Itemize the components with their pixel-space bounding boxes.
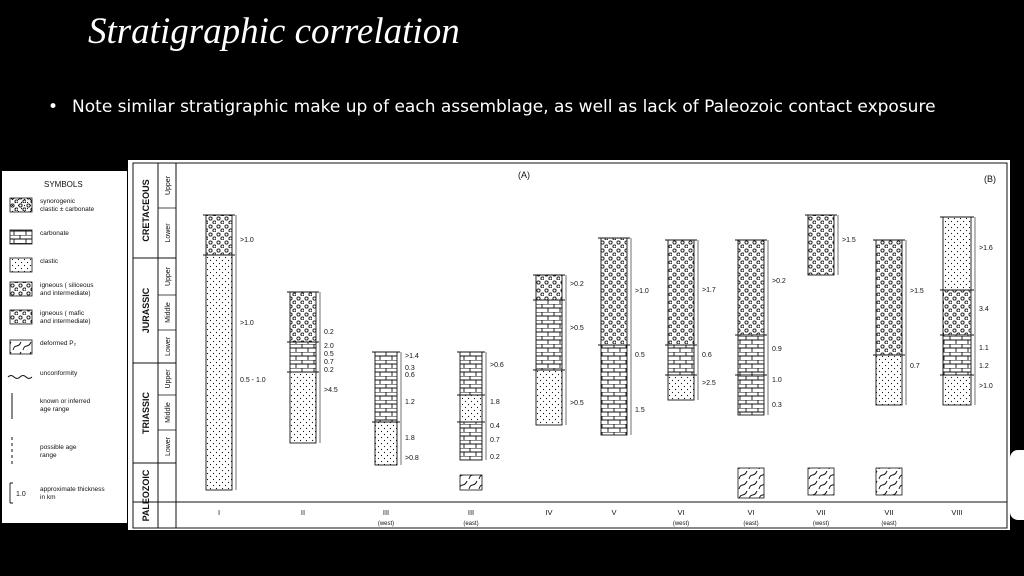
column-unit (738, 335, 764, 375)
slide-title: Stratigraphic correlation (88, 11, 460, 52)
strat-column-10 (873, 240, 924, 527)
legend-swatch-carbonate (10, 230, 32, 244)
paleozoic-unit (876, 468, 902, 495)
thickness-label: >0.8 (405, 455, 419, 462)
thickness-label: 0.3 (405, 365, 415, 372)
thickness-label: 0.7 (490, 437, 500, 444)
bullet-dot-icon: • (48, 97, 59, 117)
paleozoic-unit (460, 475, 482, 490)
period-label: PALEOZOIC (141, 469, 151, 522)
epoch-label: Middle (165, 402, 172, 423)
thickness-label: 1.5 (635, 407, 645, 414)
thickness-label: >1.0 (979, 383, 993, 390)
paleozoic-unit (738, 468, 764, 498)
legend-label: igneous ( mafic (40, 310, 85, 317)
figure-label-b: (B) (984, 174, 996, 184)
column-label: III (467, 508, 475, 517)
thickness-label: >4.5 (324, 387, 338, 394)
column-unit (290, 372, 316, 443)
bullet-text: Note similar stratigraphic make up of each assemblage, as well as lack of Paleozoic contact exposure (72, 97, 936, 117)
legend-label: deformed P₂ (40, 340, 77, 347)
legend-swatch-igneous-mafic (10, 310, 32, 324)
column-unit (808, 215, 834, 275)
legend-item-synorogenic (10, 198, 95, 213)
column-unit (460, 422, 482, 460)
legend-item-igneous-siliceous (10, 282, 94, 297)
thickness-label: 0.7 (910, 363, 920, 370)
thickness-label: 1.8 (490, 399, 500, 406)
column-label: VII (884, 508, 894, 517)
stratigraphic-columns-diagram (128, 160, 1010, 530)
column-label: I (217, 508, 221, 517)
column-unit (601, 345, 627, 435)
epoch-label: Lower (165, 436, 172, 457)
legend-label: and intermediate) (40, 318, 91, 325)
thickness-sample: 1.0 (16, 491, 26, 498)
column-label: IV (545, 508, 553, 517)
thickness-label: 3.4 (979, 306, 989, 313)
period-label: CRETACEOUS (141, 179, 151, 242)
column-unit (738, 240, 764, 335)
legend-item-known-range (12, 393, 91, 419)
column-unit (668, 345, 694, 375)
epoch-label: Upper (165, 266, 172, 287)
epoch-label: Lower (165, 223, 172, 243)
symbols-legend (2, 171, 127, 523)
column-label: VII (816, 508, 826, 517)
thickness-label: >0.2 (570, 281, 584, 288)
column-sublabel: (east) (463, 521, 479, 527)
column-unit (601, 238, 627, 345)
thickness-label: 0.2 (324, 367, 334, 374)
legend-item-unconformity (8, 370, 78, 379)
legend-drawing (2, 171, 127, 523)
thickness-label: >1.0 (240, 237, 254, 244)
column-unit (668, 375, 694, 400)
legend-label: igneous ( siliceous (40, 282, 94, 289)
column-sublabel: (west) (672, 521, 690, 527)
column-label: V (611, 508, 617, 517)
legend-label: clastic (40, 258, 59, 265)
legend-swatch-clastic (10, 258, 32, 272)
thickness-label: 1.1 (979, 345, 989, 352)
epoch-label: Lower (165, 336, 172, 357)
column-sublabel: (east) (881, 521, 897, 527)
thickness-label: 0.5 (635, 352, 645, 359)
legend-item-igneous-mafic (10, 310, 91, 325)
slide-edge-shape (1010, 450, 1024, 520)
thickness-label: >1.5 (910, 288, 924, 295)
thickness-label: 0.4 (490, 423, 500, 430)
column-unit (206, 255, 232, 490)
column-unit (206, 215, 232, 255)
strat-column-3 (372, 352, 419, 527)
legend-label: known or inferred (40, 398, 91, 405)
thickness-label: >1.5 (842, 237, 856, 244)
thickness-label: 0.6 (405, 372, 415, 379)
column-unit (536, 275, 562, 300)
column-label: VI (677, 508, 685, 517)
period-label: JURASSIC (141, 287, 151, 334)
strat-column-1 (203, 215, 266, 517)
column-unit (460, 352, 482, 395)
column-sublabel: (west) (377, 521, 395, 527)
column-unit (943, 217, 971, 290)
strat-column-8 (735, 240, 786, 527)
column-unit (668, 240, 694, 345)
column-label: VI (747, 508, 755, 517)
legend-item-carbonate (10, 230, 69, 244)
thickness-label: 0.6 (702, 352, 712, 359)
legend-heading: SYMBOLS (44, 180, 83, 189)
epoch-label: Upper (165, 369, 172, 389)
legend-label: unconformity (40, 370, 78, 377)
figure-label-a: (A) (518, 170, 530, 180)
strat-column-11 (940, 217, 993, 517)
thickness-label: >0.5 (570, 400, 584, 407)
thickness-label: 0.5 (324, 351, 334, 358)
legend-label: synorogenic (40, 198, 76, 205)
unconformity-icon (8, 376, 32, 379)
column-unit (460, 395, 482, 422)
thickness-label: 0.2 (324, 329, 334, 336)
period-label: TRIASSIC (141, 391, 151, 435)
column-unit (536, 300, 562, 370)
bullet-point (48, 97, 936, 117)
legend-label: range (40, 452, 57, 459)
legend-label: carbonate (40, 230, 69, 237)
thickness-label: >0.6 (490, 362, 504, 369)
thickness-label: 0.3 (772, 402, 782, 409)
column-sublabel: (west) (812, 521, 830, 527)
strat-column-4 (457, 352, 504, 527)
column-unit (290, 292, 316, 342)
thickness-label: 0.2 (490, 454, 500, 461)
thickness-label: 0.7 (324, 359, 334, 366)
thickness-label: 1.0 (772, 377, 782, 384)
paleozoic-unit (808, 468, 834, 495)
legend-label: approximate thickness (40, 486, 105, 493)
stratigraphic-figure (128, 160, 1010, 530)
thickness-label: >1.0 (240, 320, 254, 327)
thickness-label: 1.2 (979, 363, 989, 370)
column-unit (290, 342, 316, 372)
column-unit (943, 375, 971, 405)
legend-item-deformed (10, 340, 77, 354)
strat-column-7 (665, 240, 716, 527)
column-unit (876, 240, 902, 355)
thickness-label: >1.4 (405, 353, 419, 360)
thickness-label: >0.2 (772, 278, 786, 285)
legend-label: in km (40, 494, 56, 501)
column-unit (375, 352, 397, 422)
legend-swatch-igneous-siliceous (10, 282, 32, 296)
legend-item-thickness (10, 483, 105, 503)
epoch-label: Middle (165, 302, 172, 323)
strat-column-5 (533, 275, 584, 517)
legend-swatch-overlay (10, 198, 32, 212)
thickness-bracket-icon (10, 483, 13, 503)
thickness-label: 1.2 (405, 399, 415, 406)
column-unit (738, 375, 764, 415)
strat-column-2 (287, 292, 338, 517)
column-unit (375, 422, 397, 465)
legend-item-possible-range (12, 437, 77, 465)
thickness-label: >2.5 (702, 380, 716, 387)
column-unit (876, 355, 902, 405)
legend-label: and intermediate) (40, 290, 91, 297)
column-label: III (382, 508, 390, 517)
legend-label: age range (40, 406, 70, 413)
legend-swatch-deformed (10, 340, 32, 354)
thickness-label: 2.0 (324, 343, 334, 350)
column-label: II (300, 508, 306, 517)
thickness-label: >1.6 (979, 245, 993, 252)
thickness-label: 0.9 (772, 346, 782, 353)
column-unit (943, 290, 971, 335)
column-label: VIII (951, 508, 963, 517)
column-unit (943, 335, 971, 375)
column-sublabel: (east) (743, 521, 759, 527)
thickness-label: >0.5 (570, 325, 584, 332)
thickness-label: >1.0 (635, 288, 649, 295)
thickness-label: >1.7 (702, 287, 716, 294)
thickness-label: 1.8 (405, 435, 415, 442)
thickness-label: 0.5 - 1.0 (240, 377, 266, 384)
legend-item-clastic (10, 258, 59, 272)
legend-label: clastic ± carbonate (40, 206, 95, 213)
legend-label: possible age (40, 444, 77, 451)
epoch-label: Upper (165, 175, 172, 196)
column-unit (536, 370, 562, 425)
strat-column-9 (805, 215, 856, 527)
strat-column-6 (598, 238, 649, 517)
